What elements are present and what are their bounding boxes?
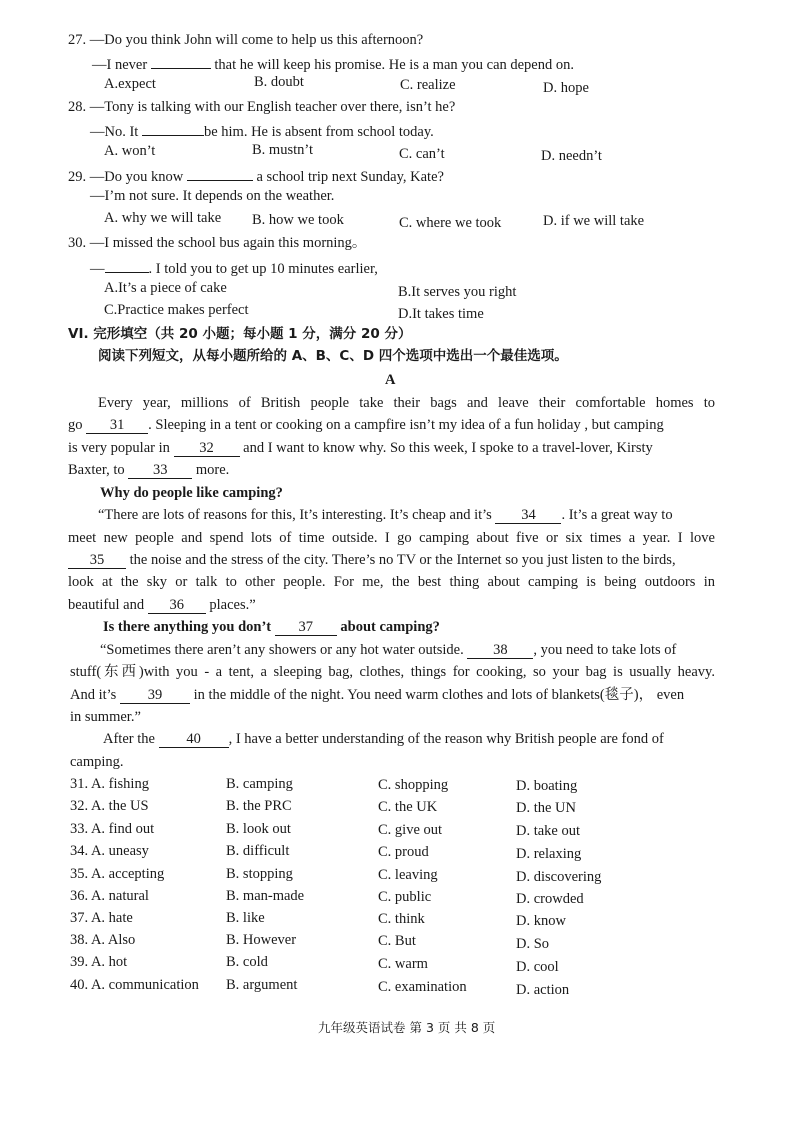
option-36-b: B. man-made bbox=[226, 888, 305, 904]
passage-text: Is there anything you don’t bbox=[103, 619, 275, 635]
option-37-c: C. think bbox=[378, 911, 425, 927]
passage-line: look at the sky or talk to other people. For me, the best thing about camping is being outdoors in bbox=[68, 574, 715, 590]
page-footer: 九年级英语试卷 第 3 页 共 8 页 bbox=[318, 1020, 496, 1035]
blank-33: 33 bbox=[128, 462, 192, 479]
question-27-prompt: 27. —Do you think John will come to help us this afternoon? bbox=[68, 32, 424, 48]
passage-text: the noise and the stress of the city. There’s no TV or the Internet so you just listen to the birds, bbox=[126, 552, 676, 568]
passage-line bbox=[68, 595, 256, 615]
passage-text: After the bbox=[103, 731, 159, 747]
passage-label: A bbox=[385, 372, 396, 388]
blank-38: 38 bbox=[467, 642, 533, 659]
option-39-d: D. cool bbox=[516, 959, 559, 975]
answer-text-post: be him. He is absent from school today. bbox=[203, 124, 434, 140]
answer-text-pre: —No. It bbox=[90, 124, 142, 140]
passage-text: And it’s bbox=[70, 687, 120, 703]
passage-text: , I have a better understanding of the reason why British people are fond of bbox=[228, 731, 664, 747]
passage-line bbox=[70, 685, 684, 705]
option-28-c: C. can’t bbox=[399, 146, 445, 162]
option-27-d: D. hope bbox=[543, 80, 589, 96]
option-37-a: 37. A. hate bbox=[70, 910, 133, 926]
option-30-d: D.It takes time bbox=[398, 306, 484, 322]
blank-40: 40 bbox=[159, 731, 229, 748]
question-29-prompt bbox=[68, 164, 444, 187]
answer-blank bbox=[151, 52, 211, 69]
blank-32: 32 bbox=[174, 440, 240, 457]
question-29-answer: —I’m not sure. It depends on the weather. bbox=[90, 188, 335, 204]
passage-text: “Sometimes there aren’t any showers or any hot water outside. bbox=[100, 642, 468, 658]
passage-text: , you need to take lots of bbox=[533, 642, 677, 658]
passage-line bbox=[68, 460, 229, 480]
option-32-d: D. the UN bbox=[516, 800, 577, 816]
passage-line bbox=[68, 415, 664, 435]
option-38-d: D. So bbox=[516, 936, 550, 952]
option-31-a: 31. A. fishing bbox=[70, 776, 149, 792]
blank-34: 34 bbox=[495, 507, 561, 524]
passage-text: Baxter, to bbox=[68, 462, 129, 478]
option-30-c: C.Practice makes perfect bbox=[104, 302, 249, 318]
option-35-b: B. stopping bbox=[226, 866, 293, 882]
option-27-b: B. doubt bbox=[254, 74, 304, 90]
passage-text: and I want to know why. So this week, I spoke to a travel-lover, Kirsty bbox=[239, 440, 653, 456]
passage-line: in summer.” bbox=[70, 709, 141, 725]
question-28-answer bbox=[90, 119, 434, 142]
option-31-c: C. shopping bbox=[378, 777, 449, 793]
option-34-c: C. proud bbox=[378, 844, 429, 860]
option-33-b: B. look out bbox=[226, 821, 291, 837]
passage-text: more. bbox=[192, 462, 230, 478]
passage-line: camping. bbox=[70, 754, 124, 770]
option-39-b: B. cold bbox=[226, 954, 268, 970]
prompt-text-pre: 29. —Do you know bbox=[68, 169, 187, 185]
option-28-a: A. won’t bbox=[104, 143, 156, 159]
option-40-b: B. argument bbox=[226, 977, 298, 993]
option-40-c: C. examination bbox=[378, 979, 467, 995]
section-instruction: 阅读下列短文，从每小题所给的 A、B、C、D 四个选项中选出一个最佳选项。 bbox=[98, 348, 568, 364]
option-29-a: A. why we will take bbox=[104, 210, 222, 226]
passage-text: about camping? bbox=[336, 619, 440, 635]
passage-text: places.” bbox=[205, 597, 256, 613]
passage-line bbox=[103, 729, 664, 749]
answer-text-pre: —I never bbox=[92, 57, 151, 73]
passage-line: stuff(东西)with you - a tent, a sleeping bag, clothes, things for cooking, so your bag is usually heavy. bbox=[70, 664, 715, 680]
answer-blank bbox=[105, 256, 149, 273]
option-28-d: D. needn’t bbox=[541, 148, 602, 164]
option-37-b: B. like bbox=[226, 910, 265, 926]
question-27-answer bbox=[92, 52, 574, 75]
option-39-a: 39. A. hot bbox=[70, 954, 128, 970]
option-30-b: B.It serves you right bbox=[398, 284, 517, 300]
option-37-d: D. know bbox=[516, 913, 566, 929]
option-30-a: A.It’s a piece of cake bbox=[104, 280, 227, 296]
option-35-a: 35. A. accepting bbox=[70, 866, 165, 882]
passage-text: . It’s a great way to bbox=[561, 507, 673, 523]
blank-36: 36 bbox=[148, 597, 206, 614]
answer-text-post: that he will keep his promise. He is a man you can depend on. bbox=[210, 57, 574, 73]
option-40-d: D. action bbox=[516, 982, 570, 998]
passage-line bbox=[100, 640, 676, 660]
passage-line bbox=[68, 438, 653, 458]
passage-line bbox=[68, 550, 676, 570]
option-33-d: D. take out bbox=[516, 823, 581, 839]
option-34-b: B. difficult bbox=[226, 843, 290, 859]
option-36-a: 36. A. natural bbox=[70, 888, 149, 904]
option-38-b: B. However bbox=[226, 932, 297, 948]
question-30-answer bbox=[90, 256, 378, 279]
option-29-d: D. if we will take bbox=[543, 213, 645, 229]
passage-text: beautiful and bbox=[68, 597, 148, 613]
answer-text-pre: — bbox=[90, 261, 105, 277]
passage-subheading: Why do people like camping? bbox=[100, 485, 283, 501]
passage-text: “There are lots of reasons for this, It’s interesting. It’s cheap and it’s bbox=[98, 507, 496, 523]
option-35-d: D. discovering bbox=[516, 869, 602, 885]
question-28-prompt: 28. —Tony is talking with our English teacher over there, isn’t he? bbox=[68, 99, 456, 115]
option-40-a: 40. A. communication bbox=[70, 977, 199, 993]
blank-39: 39 bbox=[120, 687, 190, 704]
option-39-c: C. warm bbox=[378, 956, 428, 972]
option-32-c: C. the UK bbox=[378, 799, 438, 815]
option-32-a: 32. A. the US bbox=[70, 798, 149, 814]
passage-subheading bbox=[103, 617, 440, 637]
option-29-c: C. where we took bbox=[399, 215, 502, 231]
option-36-c: C. public bbox=[378, 889, 432, 905]
blank-31: 31 bbox=[86, 417, 148, 434]
option-33-a: 33. A. find out bbox=[70, 821, 155, 837]
option-38-a: 38. A. Also bbox=[70, 932, 136, 948]
prompt-blank bbox=[187, 164, 253, 181]
option-34-a: 34. A. uneasy bbox=[70, 843, 149, 859]
option-34-d: D. relaxing bbox=[516, 846, 582, 862]
prompt-text-post: a school trip next Sunday, Kate? bbox=[252, 169, 444, 185]
option-31-b: B. camping bbox=[226, 776, 293, 792]
option-28-b: B. mustn’t bbox=[252, 142, 313, 158]
section-heading: VI. 完形填空（共 20 小题；每小题 1 分，满分 20 分） bbox=[68, 326, 412, 342]
answer-blank bbox=[142, 119, 204, 136]
passage-line bbox=[98, 505, 673, 525]
answer-text-post: . I told you to get up 10 minutes earlier, bbox=[148, 261, 378, 277]
option-31-d: D. boating bbox=[516, 778, 578, 794]
passage-text: go bbox=[68, 417, 87, 433]
option-33-c: C. give out bbox=[378, 822, 443, 838]
option-32-b: B. the PRC bbox=[226, 798, 292, 814]
blank-35: 35 bbox=[68, 552, 126, 569]
option-38-c: C. But bbox=[378, 933, 416, 949]
blank-37: 37 bbox=[275, 619, 337, 636]
option-27-c: C. realize bbox=[400, 77, 456, 93]
question-30-prompt: 30. —I missed the school bus again this morning。 bbox=[68, 235, 367, 251]
option-35-c: C. leaving bbox=[378, 867, 438, 883]
passage-text: is very popular in bbox=[68, 440, 174, 456]
passage-text: . Sleeping in a tent or cooking on a campfire isn’t my idea of a fun holiday , but camping bbox=[148, 417, 664, 433]
passage-line: Every year, millions of British people take their bags and leave their comfortable homes to bbox=[98, 395, 715, 411]
passage-line: meet new people and spend lots of time outside. I go camping about five or six times a year. I love bbox=[68, 530, 715, 546]
option-29-b: B. how we took bbox=[252, 212, 344, 228]
option-27-a: A.expect bbox=[104, 76, 156, 92]
passage-text: in the middle of the night. You need warm clothes and lots of blankets(毯子)， even bbox=[189, 687, 685, 703]
option-36-d: D. crowded bbox=[516, 891, 584, 907]
